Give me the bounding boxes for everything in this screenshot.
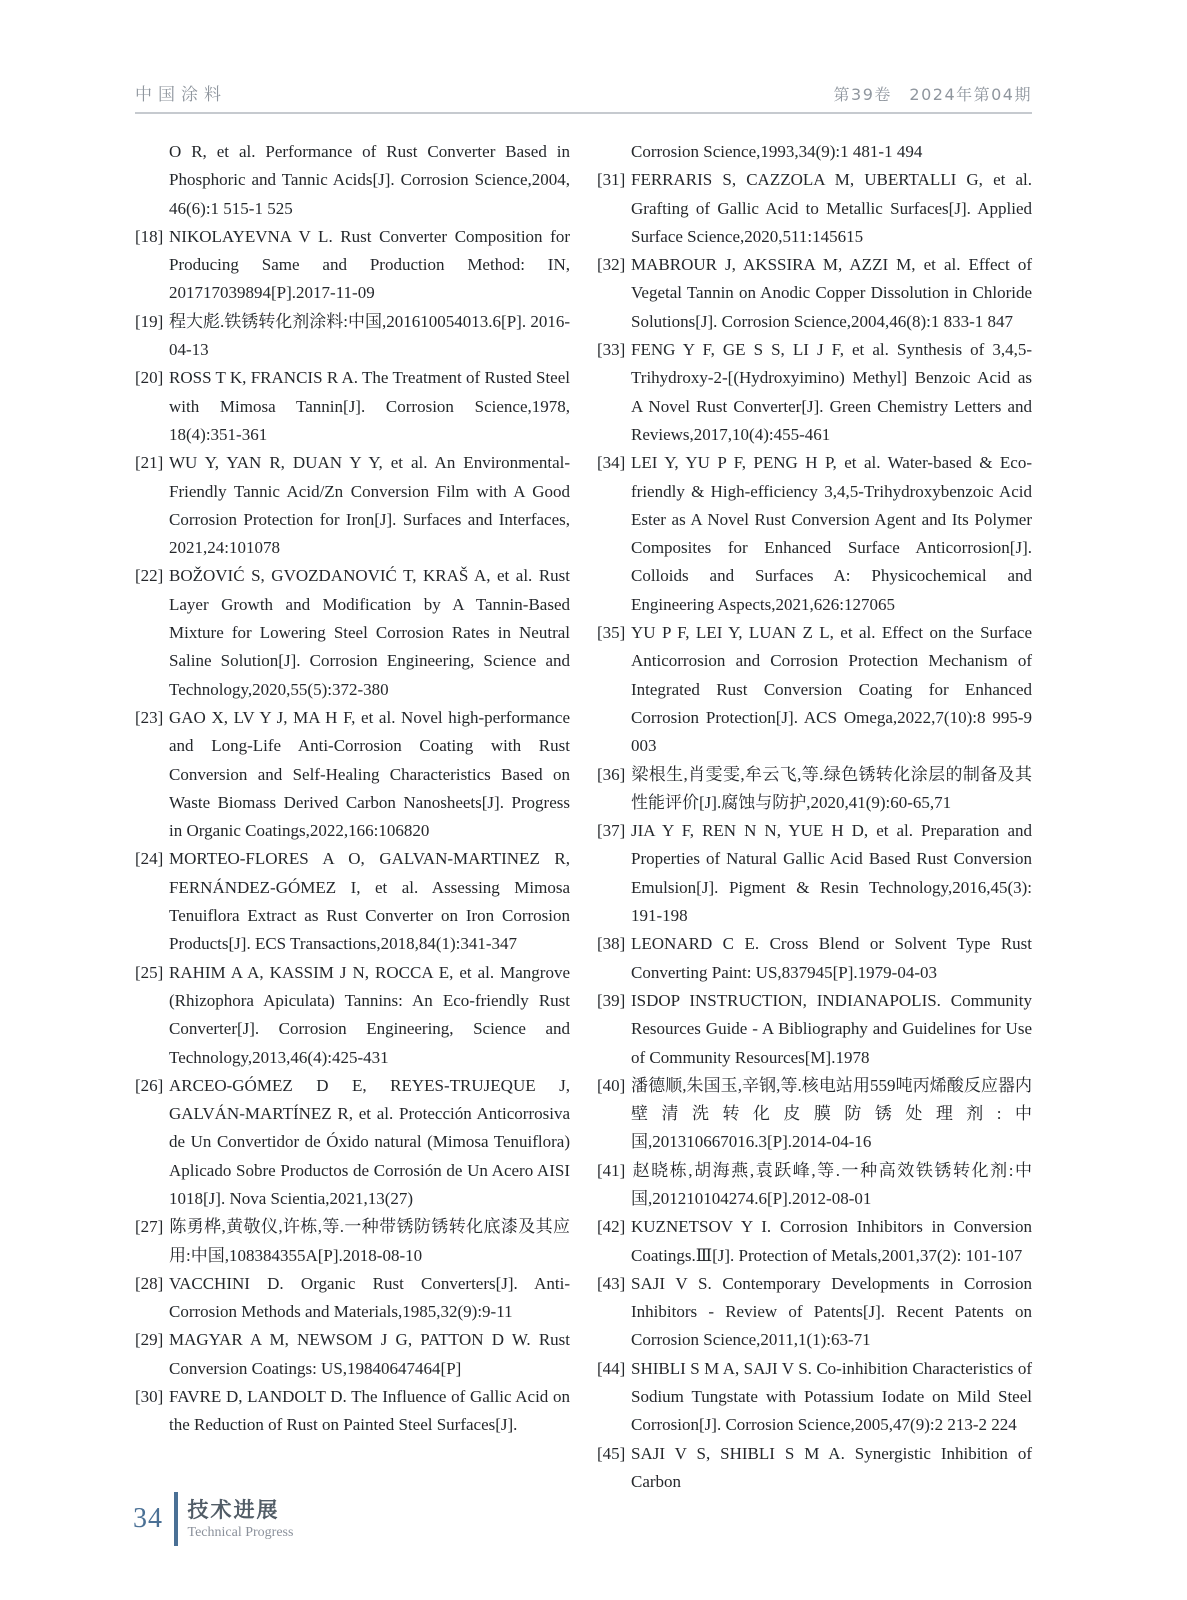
reference-number: [36] <box>597 764 626 784</box>
reference-text: 陈勇桦,黄敬仪,许栋,等.一种带锈防锈转化底漆及其应用:中国,108384355A[P].2018-08-10 <box>169 1217 570 1265</box>
reference-item <box>597 1355 1032 1440</box>
section-title-en: Technical Progress <box>187 1524 294 1540</box>
reference-item <box>135 845 570 958</box>
section-title-zh: 技术进展 <box>187 1497 280 1522</box>
reference-number: [32] <box>597 255 626 275</box>
reference-text: MAGYAR A M, NEWSOM J G, PATTON D W. Rust Conversion Coatings: US,19840647464[P] <box>169 1330 570 1378</box>
footer-section-titles <box>188 1492 294 1546</box>
reference-number: [21] <box>135 453 164 473</box>
reference-number: [25] <box>135 962 164 982</box>
reference-number: [43] <box>597 1273 626 1293</box>
reference-number: [24] <box>135 849 164 869</box>
reference-item <box>597 336 1032 449</box>
reference-number: [31] <box>597 170 626 190</box>
reference-item <box>597 1213 1032 1270</box>
reference-item <box>135 308 570 365</box>
page-header <box>135 80 1032 114</box>
reference-text: FENG Y F, GE S S, LI J F, et al. Synthesis of 3,4,5-Trihydroxy-2-[(Hydroxyimino) Methyl] Benzoic Acid as A Novel Rust Converter[J]. Green Chemistry Letters and Reviews,2017,10(4):455-461 <box>631 340 1032 444</box>
reference-text: ARCEO-GÓMEZ D E, REYES-TRUJEQUE J, GALVÁN-MARTÍNEZ R, et al. Protección Anticorrosiva de Un Convertidor de Óxido natural (Mimosa Tenuiflora) Aplicado Sobre Productos de Corrosión de Un Acero AISI 1018[J]. Nova Scientia,2021,13(27) <box>169 1075 570 1208</box>
reference-item <box>135 138 570 223</box>
footer-divider-bar <box>174 1492 178 1546</box>
reference-item <box>597 987 1032 1072</box>
reference-text: MORTEO-FLORES A O, GALVAN-MARTINEZ R, FERNÁNDEZ-GÓMEZ I, et al. Assessing Mimosa Tenuiflora Extract as Rust Converter on Iron Corrosion Products[J]. ECS Transactions,2018,84(1):341-347 <box>169 849 570 954</box>
reference-item <box>135 1072 570 1213</box>
reference-text: ROSS T K, FRANCIS R A. The Treatment of Rusted Steel with Mimosa Tannin[J]. Corrosion Science,1978, 18(4):351-361 <box>169 368 570 444</box>
reference-text: 程大彪.铁锈转化剂涂料:中国,201610054013.6[P]. 2016-04-13 <box>169 311 570 360</box>
reference-text: ISDOP INSTRUCTION, INDIANAPOLIS. Community Resources Guide - A Bibliography and Guidelines for Use of Community Resources[M].1978 <box>631 990 1032 1067</box>
reference-item <box>135 704 570 845</box>
reference-number: [30] <box>135 1387 164 1407</box>
reference-number: [29] <box>135 1330 164 1350</box>
reference-text: FERRARIS S, CAZZOLA M, UBERTALLI G, et al. Grafting of Gallic Acid to Metallic Surfaces[J]. Applied Surface Science,2020,511:145615 <box>631 170 1032 246</box>
reference-text: SAJI V S, SHIBLI S M A. Synergistic Inhibition of Carbon <box>631 1443 1032 1491</box>
reference-item <box>597 761 1032 818</box>
reference-item <box>135 223 570 308</box>
reference-text: VACCHINI D. Organic Rust Converters[J]. Anti-Corrosion Methods and Materials,1985,32(9):9-11 <box>169 1273 570 1322</box>
reference-number: [20] <box>135 368 164 388</box>
reference-number: [34] <box>597 453 626 473</box>
reference-number: [45] <box>597 1443 626 1463</box>
reference-item <box>597 1270 1032 1355</box>
reference-item <box>135 1383 570 1440</box>
reference-text: SAJI V S. Contemporary Developments in Corrosion Inhibitors - Review of Patents[J]. Recent Patents on Corrosion Science,2011,1(1):63-71 <box>631 1273 1032 1350</box>
reference-text: 潘德顺,朱国玉,辛钢,等.核电站用559吨丙烯酸反应器内壁清洗转化皮膜防锈处理剂:中国,201310667016.3[P].2014-04-16 <box>631 1075 1032 1152</box>
references-section <box>135 138 1032 1496</box>
reference-number: [44] <box>597 1358 626 1378</box>
reference-text: 赵晓栋,胡海燕,袁跃峰,等.一种高效铁锈转化剂:中国,201210104274.6[P].2012-08-01 <box>631 1160 1032 1208</box>
reference-number: [26] <box>135 1075 164 1095</box>
reference-text: LEONARD C E. Cross Blend or Solvent Type Rust Converting Paint: US,837945[P].1979-04-03 <box>631 934 1032 982</box>
reference-text: LEI Y, YU P F, PENG H P, et al. Water-based & Eco-friendly & High-efficiency 3,4,5-Trihydroxybenzoic Acid Ester as A Novel Rust Conversion Agent and Its Polymer Composites for Enhanced Surface Anticorrosion[J]. Colloids and Surfaces A: Physicochemical and Engineering Aspects,2021,626:127065 <box>631 453 1032 614</box>
reference-item <box>597 1440 1032 1497</box>
reference-item <box>597 1072 1032 1157</box>
references-right-column <box>597 138 1032 1496</box>
reference-item <box>135 1326 570 1383</box>
page-number: 34 <box>133 1503 163 1534</box>
issue-info: 第39卷 2024年第04期 <box>833 85 1032 104</box>
reference-text: JIA Y F, REN N N, YUE H D, et al. Preparation and Properties of Natural Gallic Acid Based Rust Conversion Emulsion[J]. Pigment & Resin Technology,2016,45(3): 191-198 <box>631 821 1032 926</box>
reference-text: 梁根生,肖雯雯,牟云飞,等.绿色锈转化涂层的制备及其性能评价[J].腐蚀与防护,2020,41(9):60-65,71 <box>631 764 1032 812</box>
reference-number: [40] <box>597 1075 626 1095</box>
reference-number: [39] <box>597 990 626 1010</box>
reference-item <box>135 364 570 449</box>
reference-number: [37] <box>597 821 626 841</box>
references-left-column <box>135 138 570 1496</box>
journal-title: 中国涂料 <box>135 85 227 105</box>
reference-number: [18] <box>135 226 164 246</box>
reference-item <box>597 138 1032 166</box>
reference-item <box>135 959 570 1072</box>
reference-number: [42] <box>597 1217 626 1237</box>
reference-item <box>597 449 1032 619</box>
reference-number: [33] <box>597 340 626 360</box>
reference-number: [23] <box>135 707 164 727</box>
reference-text: GAO X, LV Y J, MA H F, et al. Novel high-performance and Long-Life Anti-Corrosion Coating with Rust Conversion and Self-Healing Characteristics Based on Waste Biomass Derived Carbon Nanosheets[J]. Progress in Organic Coatings,2022,166:106820 <box>169 707 570 841</box>
reference-item <box>597 619 1032 760</box>
reference-number: [38] <box>597 934 626 954</box>
reference-text: RAHIM A A, KASSIM J N, ROCCA E, et al. Mangrove (Rhizophora Apiculata) Tannins: An Eco-friendly Rust Converter[J]. Corrosion Engineering, Science and Technology,2013,46(4):425-431 <box>169 962 570 1067</box>
reference-item <box>597 166 1032 251</box>
reference-item <box>597 251 1032 336</box>
reference-item <box>135 1213 570 1270</box>
reference-item <box>597 930 1032 987</box>
reference-item <box>135 562 570 703</box>
reference-number: [27] <box>135 1217 164 1237</box>
reference-text: Corrosion Science,1993,34(9):1 481-1 494 <box>631 142 923 161</box>
reference-text: FAVRE D, LANDOLT D. The Influence of Gallic Acid on the Reduction of Rust on Painted Steel Surfaces[J]. <box>169 1387 570 1435</box>
reference-number: [41] <box>597 1160 626 1180</box>
reference-text: YU P F, LEI Y, LUAN Z L, et al. Effect on the Surface Anticorrosion and Corrosion Protection Mechanism of Integrated Rust Conversion Coating for Enhanced Corrosion Protection[J]. ACS Omega,2022,7(10):8 995-9 003 <box>631 623 1032 756</box>
reference-number: [28] <box>135 1273 164 1293</box>
reference-item <box>597 817 1032 930</box>
reference-text: O R, et al. Performance of Rust Converter Based in Phosphoric and Tannic Acids[J]. Corrosion Science,2004, 46(6):1 515-1 525 <box>169 142 570 218</box>
reference-number: [19] <box>135 311 164 331</box>
reference-number: [22] <box>135 566 164 586</box>
reference-text: MABROUR J, AKSSIRA M, AZZI M, et al. Effect of Vegetal Tannin on Anodic Copper Dissolution in Chloride Solutions[J]. Corrosion Science,2004,46(8):1 833-1 847 <box>631 255 1032 331</box>
reference-text: SHIBLI S M A, SAJI V S. Co-inhibition Characteristics of Sodium Tungstate with Potassium Iodate on Mild Steel Corrosion[J]. Corrosion Science,2005,47(9):2 213-2 224 <box>631 1358 1032 1435</box>
reference-text: BOŽOVIĆ S, GVOZDANOVIĆ T, KRAŠ A, et al. Rust Layer Growth and Modification by A Tannin-Based Mixture for Lowering Steel Corrosion Rates in Neutral Saline Solution[J]. Corrosion Engineering, Science and Technology,2020,55(5):372-380 <box>169 566 570 699</box>
reference-item <box>597 1157 1032 1214</box>
page-footer <box>133 1492 293 1546</box>
reference-item <box>135 1270 570 1327</box>
reference-text: NIKOLAYEVNA V L. Rust Converter Composition for Producing Same and Production Method: IN, 201717039894[P].2017-11-09 <box>169 226 570 303</box>
reference-item <box>135 449 570 562</box>
reference-text: WU Y, YAN R, DUAN Y Y, et al. An Environmental-Friendly Tannic Acid/Zn Conversion Film with A Good Corrosion Protection for Iron[J]. Surfaces and Interfaces, 2021,24:101078 <box>169 453 570 558</box>
reference-number: [35] <box>597 623 626 643</box>
reference-text: KUZNETSOV Y I. Corrosion Inhibitors in Conversion Coatings.Ⅲ[J]. Protection of Metals,2001,37(2): 101-107 <box>631 1217 1032 1265</box>
